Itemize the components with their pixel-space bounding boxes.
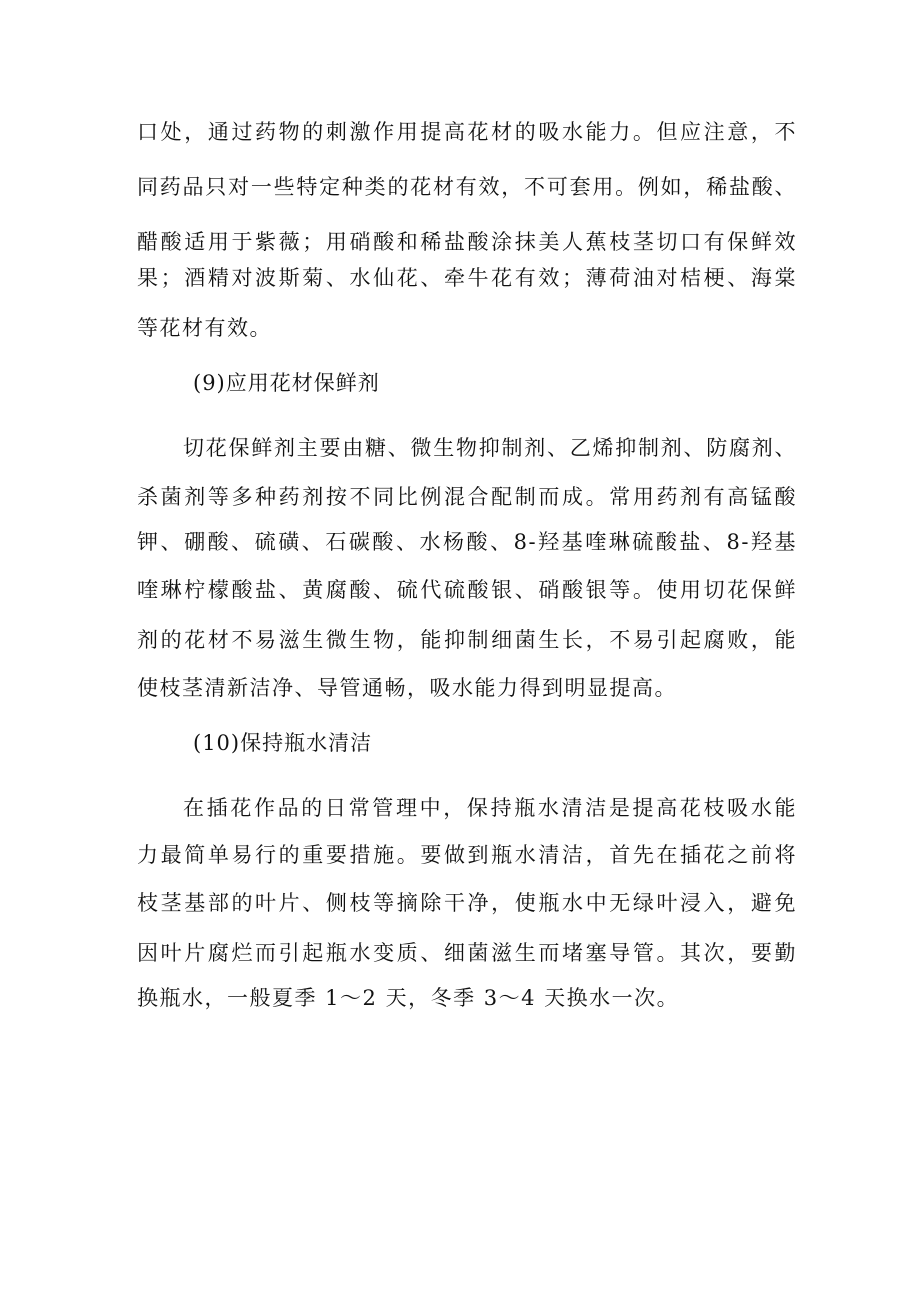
- paragraph-line: 枝茎基部的叶片、侧枝等摘除干净，使瓶水中无绿叶浸入，避免: [137, 891, 797, 915]
- paragraph-line: 在插花作品的日常管理中，保持瓶水清洁是提高花枝吸水能: [183, 796, 797, 820]
- paragraph-line: 剂的花材不易滋生微生物，能抑制细菌生长，不易引起腐败，能: [137, 628, 797, 652]
- paragraph-line: 喹琳柠檬酸盐、黄腐酸、硫代硫酸银、硝酸银等。使用切花保鲜: [137, 578, 797, 602]
- section-heading-9: (9)应用花材保鲜剂: [193, 371, 380, 395]
- paragraph-line: 同药品只对一些特定种类的花材有效，不可套用。例如，稀盐酸、: [137, 175, 797, 199]
- paragraph-line: 切花保鲜剂主要由糖、微生物抑制剂、乙烯抑制剂、防腐剂、: [183, 436, 797, 460]
- paragraph-line: 醋酸适用于紫薇；用硝酸和稀盐酸涂抹美人蕉枝茎切口有保鲜效: [137, 230, 797, 254]
- paragraph-line: 力最简单易行的重要措施。要做到瓶水清洁，首先在插花之前将: [137, 843, 797, 867]
- paragraph-line: 口处，通过药物的刺激作用提高花材的吸水能力。但应注意，不: [137, 120, 797, 144]
- paragraph-line: 使枝茎清新洁净、导管通畅，吸水能力得到明显提高。: [137, 676, 677, 700]
- paragraph-line: 果；酒精对波斯菊、水仙花、牵牛花有效；薄荷油对桔梗、海棠: [137, 266, 797, 290]
- paragraph-line: 因叶片腐烂而引起瓶水变质、细菌滋生而堵塞导管。其次，要勤: [137, 941, 797, 965]
- paragraph-line: 换瓶水，一般夏季 1～2 天，冬季 3～4 天换水一次。: [137, 986, 680, 1010]
- paragraph-line: 等花材有效。: [137, 316, 272, 340]
- paragraph-line: 杀菌剂等多种药剂按不同比例混合配制而成。常用药剂有高锰酸: [137, 485, 797, 509]
- section-heading-10: (10)保持瓶水清洁: [193, 731, 373, 755]
- paragraph-line: 钾、硼酸、硫磺、石碳酸、水杨酸、8-羟基喹琳硫酸盐、8-羟基: [137, 530, 797, 554]
